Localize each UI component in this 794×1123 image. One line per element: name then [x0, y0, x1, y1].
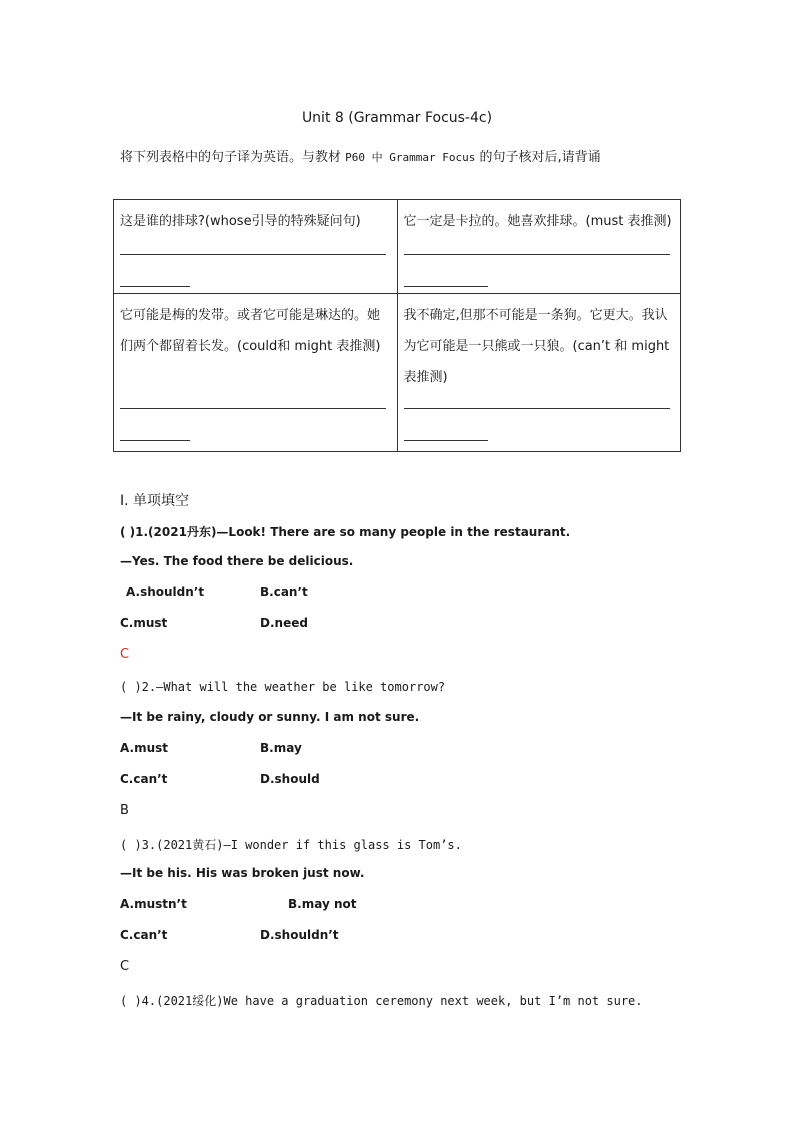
translation-table: [113, 199, 681, 452]
question-stem: ( )3.(2021黄石)—I wonder if this glass is Tom’s.: [120, 838, 462, 852]
answer-key: C: [120, 647, 130, 662]
instruction-part-b: P60 中 Grammar Focus: [345, 151, 476, 164]
option-c[interactable]: C.can’t: [120, 928, 168, 942]
answer-key: B: [120, 803, 129, 818]
question-stem-reply: —It be rainy, cloudy or sunny. I am not sure.: [120, 710, 420, 724]
option-b[interactable]: B.may not: [288, 897, 357, 911]
answer-line[interactable]: [404, 440, 488, 441]
translation-cell: [114, 294, 398, 452]
translation-cell: [397, 200, 681, 294]
section-heading: Ⅰ. 单项填空: [120, 493, 190, 509]
question-stem-reply: —It be his. His was broken just now.: [120, 866, 365, 880]
answer-line[interactable]: [120, 440, 190, 441]
answer-line[interactable]: [120, 286, 190, 287]
answer-line[interactable]: [404, 286, 488, 287]
option-b[interactable]: B.may: [260, 741, 302, 755]
cell-prompt: 我不确定,但那不可能是一条狗。它更大。我认为它可能是一只熊或一只狼。(can’t 和 might 表推测): [403, 308, 670, 385]
page-title: Unit 8 (Grammar Focus-4c): [301, 110, 493, 126]
answer-line[interactable]: [120, 254, 386, 255]
option-d[interactable]: D.need: [260, 616, 308, 630]
option-a[interactable]: A.mustn’t: [120, 897, 187, 911]
cell-prompt: 这是谁的排球?(whose引导的特殊疑问句): [120, 214, 361, 229]
answer-line[interactable]: [404, 408, 670, 409]
option-d[interactable]: D.shouldn’t: [260, 928, 339, 942]
option-c[interactable]: C.must: [120, 616, 168, 630]
option-a[interactable]: A.must: [120, 741, 168, 755]
question-stem: ( )2.—What will the weather be like tomorrow?: [120, 680, 446, 694]
translation-cell: [397, 294, 681, 452]
answer-line[interactable]: [120, 408, 386, 409]
instruction: [120, 146, 601, 165]
question-stem: ( )1.(2021丹东)—Look! There are so many people in the restaurant.: [120, 525, 571, 539]
question-stem: ( )4.(2021绥化)We have a graduation ceremony next week, but I’m not sure.: [120, 994, 643, 1008]
option-c[interactable]: C.can’t: [120, 772, 168, 786]
cell-prompt: 它可能是梅的发带。或者它可能是琳达的。她们两个都留着长发。(could和 might 表推测): [120, 308, 381, 354]
option-a[interactable]: A.shouldn’t: [126, 585, 205, 599]
option-b[interactable]: B.can’t: [260, 585, 308, 599]
answer-key: C: [120, 959, 130, 974]
cell-prompt: 它一定是卡拉的。她喜欢排球。(must 表推测): [403, 214, 672, 229]
question-stem-reply: —Yes. The food there be delicious.: [120, 554, 354, 568]
answer-line[interactable]: [404, 254, 670, 255]
instruction-part-a: 将下列表格中的句子译为英语。与教材: [120, 150, 346, 165]
translation-cell: [114, 200, 398, 294]
option-d[interactable]: D.should: [260, 772, 320, 786]
instruction-part-c: 的句子核对后,请背诵: [475, 150, 601, 165]
